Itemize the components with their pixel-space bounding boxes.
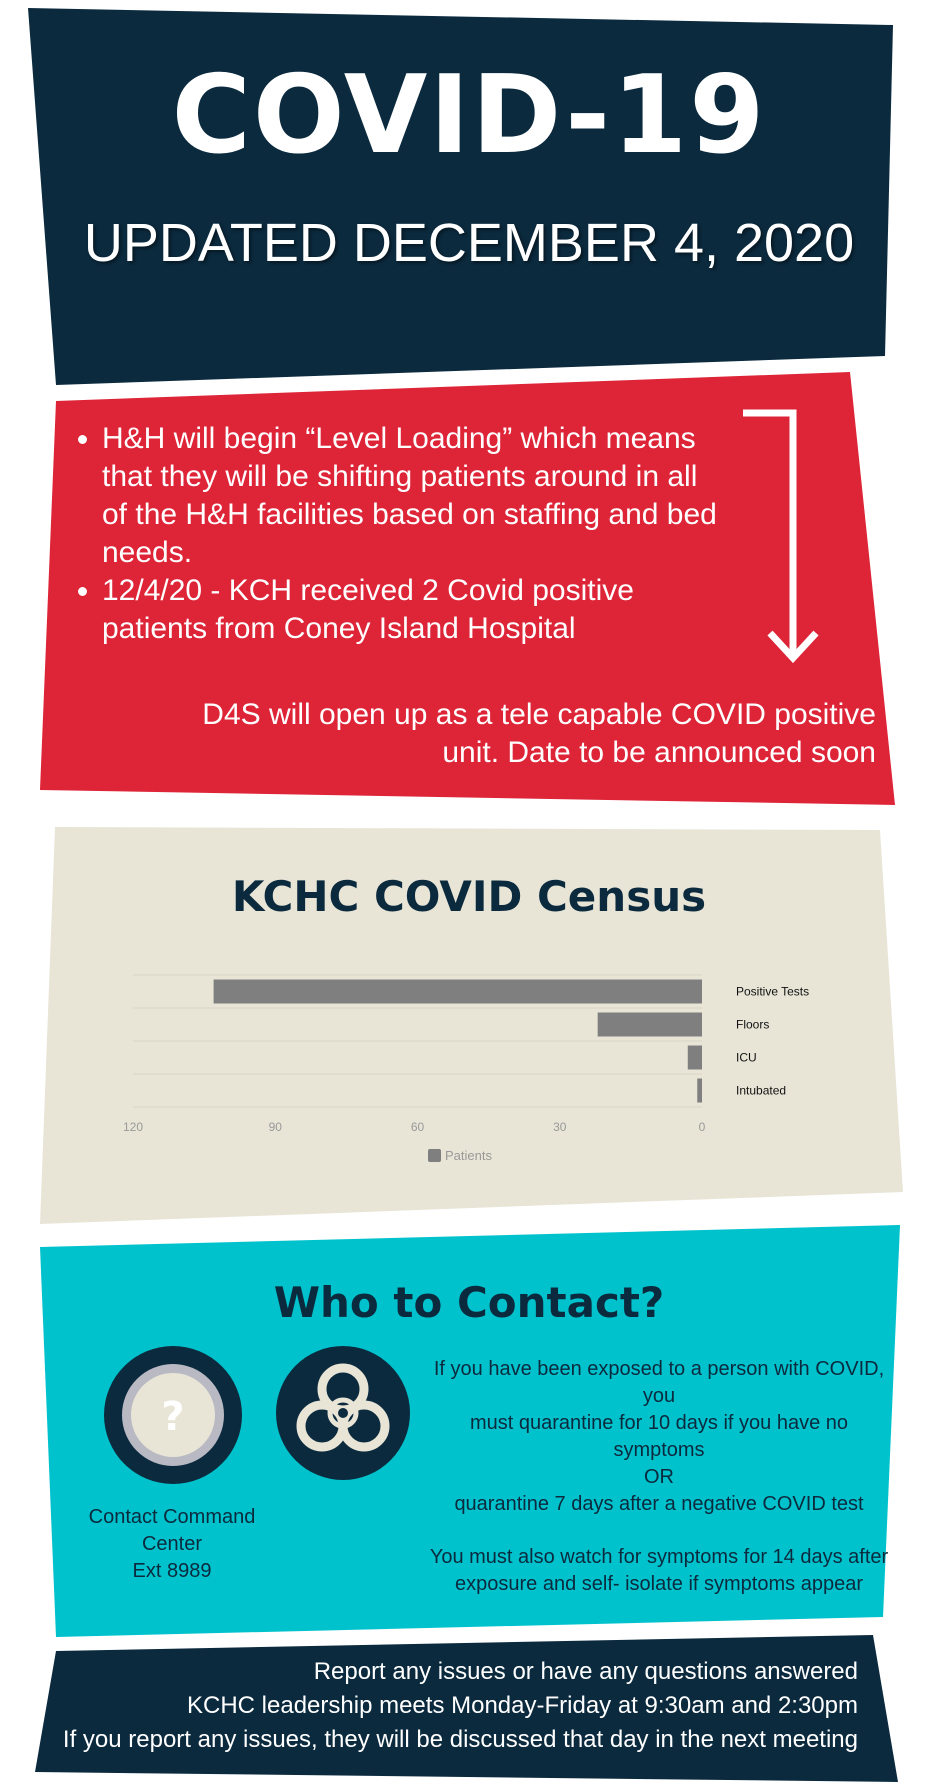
page-subtitle: UPDATED DECEMBER 4, 2020 (83, 213, 855, 273)
exposure-line: quarantine 7 days after a negative COVID test (454, 1493, 864, 1515)
contact-title: Who to Contact? (273, 1278, 665, 1327)
d4s-note: D4S will open up as a tele capable COVID positive unit. Date to be announced soon (202, 698, 876, 769)
chart-tick-label: 30 (553, 1120, 567, 1134)
footer-line: If you report any issues, they will be discussed that day in the next meeting (62, 1726, 858, 1753)
question-glyph: ? (161, 1394, 185, 1440)
alert-bullet: • H&H will begin “Level Loading” which means that they will be shifting patients around in all of the H&H facilities based on staffing and bed needs. (102, 420, 722, 572)
contact-extension: Ext 8989 (132, 1560, 212, 1582)
exposure-line: must quarantine for 10 days if you have no symptoms (469, 1412, 848, 1461)
chart-bar (688, 1046, 702, 1070)
command-center-label (72, 1504, 272, 1585)
chart-legend-swatch (428, 1149, 441, 1162)
exposure-line: If you have been exposed to a person with COVID, you (433, 1358, 885, 1407)
footer-line: Report any issues or have any questions answered (313, 1658, 858, 1685)
symptom-line: exposure and self- isolate if symptoms appear (455, 1573, 863, 1595)
question-icon (104, 1346, 242, 1484)
biohazard-icon (276, 1346, 410, 1480)
chart-bar (598, 1013, 702, 1037)
chart-category-label: Positive Tests (736, 984, 810, 999)
chart-bar (697, 1079, 702, 1103)
alert-bullet: • 12/4/20 - KCH received 2 Covid positive patients from Coney Island Hospital (102, 572, 722, 648)
exposure-guidance (424, 1356, 894, 1598)
chart-legend-label: Patients (445, 1148, 492, 1163)
chart-tick-label: 120 (122, 1120, 144, 1134)
chart-category-label: ICU (736, 1050, 757, 1065)
contact-label-line: Center (141, 1533, 203, 1555)
chart-bar (214, 980, 702, 1004)
chart-tick-label: 60 (410, 1120, 425, 1134)
exposure-line: OR (644, 1466, 674, 1488)
chart-tick-label: 0 (698, 1120, 706, 1134)
chart-category-label: Intubated (736, 1083, 787, 1098)
symptom-line: You must also watch for symptoms for 14 days after (429, 1546, 889, 1568)
chart-category-label: Floors (736, 1017, 770, 1032)
contact-label-line: Contact Command (88, 1506, 256, 1528)
chart-tick-label: 90 (268, 1120, 282, 1134)
footer-line: KCHC leadership meets Monday-Friday at 9:30am and 2:30pm (187, 1692, 858, 1719)
page-title: COVID-19 (171, 53, 767, 178)
chart-title: KCHC COVID Census (231, 872, 707, 921)
footer-notes (58, 1655, 858, 1757)
